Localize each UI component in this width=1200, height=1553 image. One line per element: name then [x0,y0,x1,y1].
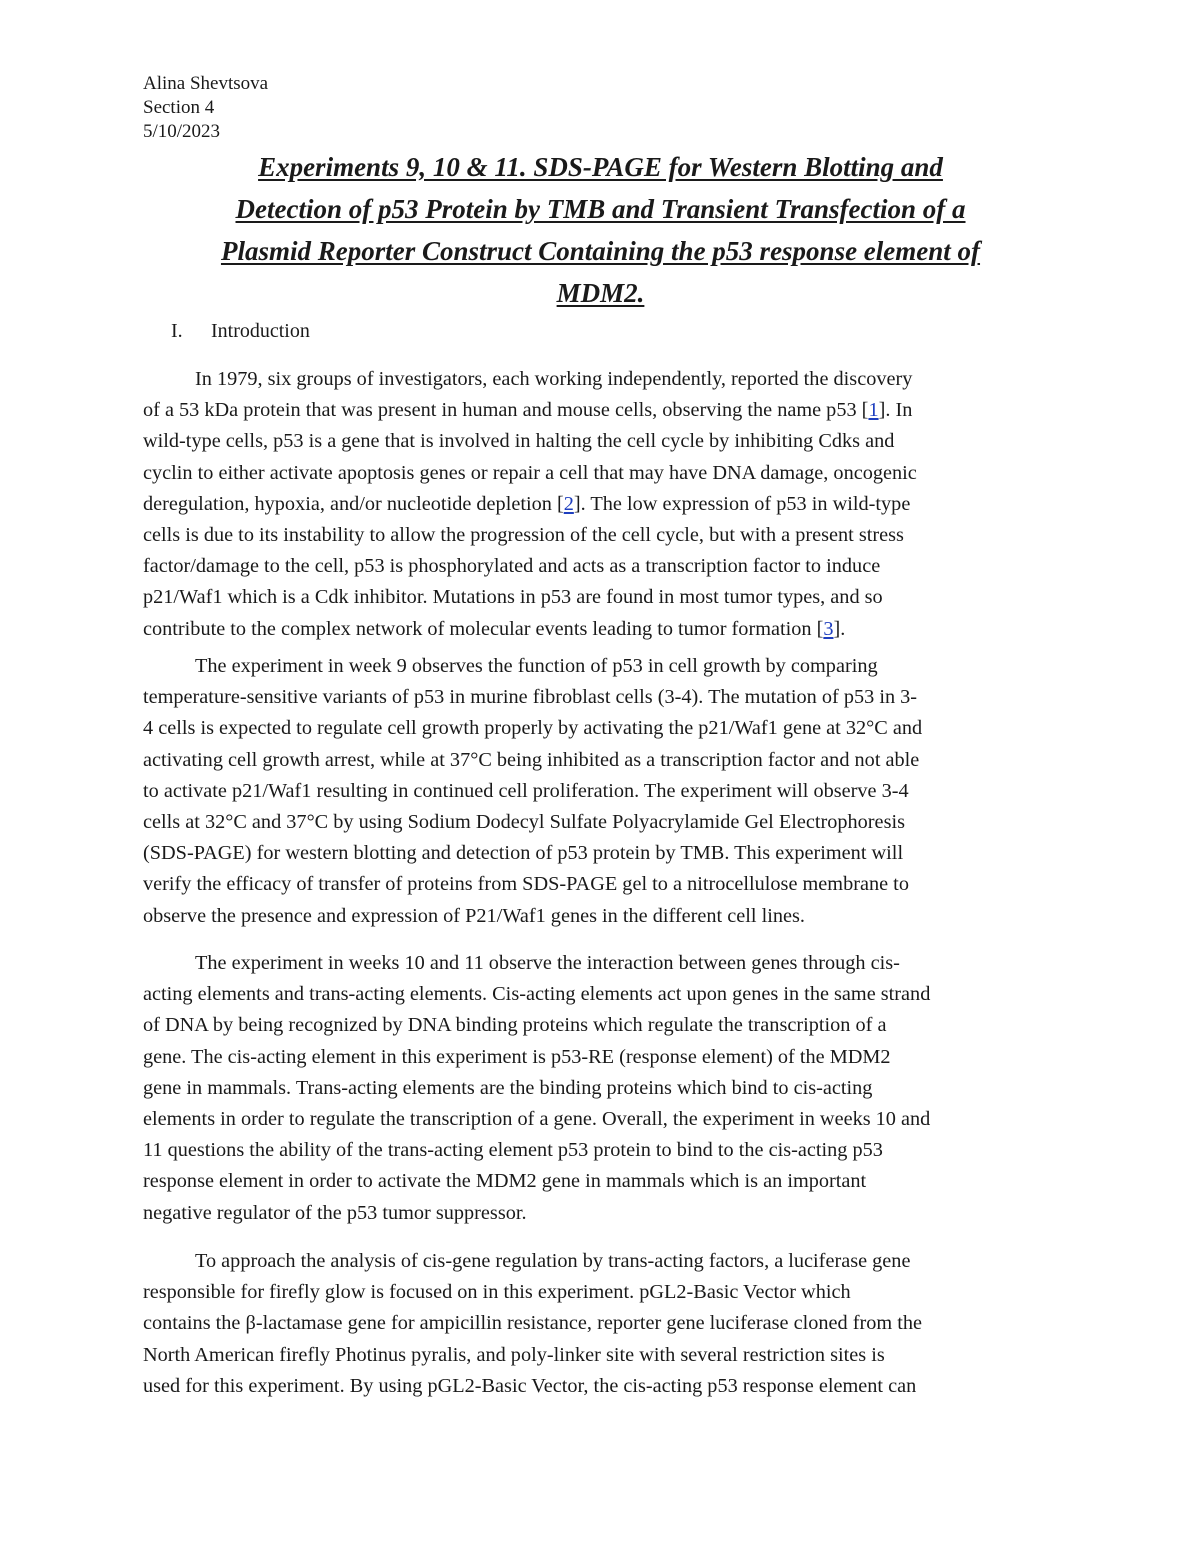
paragraph-line: (SDS-PAGE) for western blotting and detection of p53 protein by TMB. This experiment will [143,842,904,865]
title-line: Detection of p53 Protein by TMB and Transient Transfection of a [235,194,966,224]
section-heading-introduction [171,318,310,344]
paragraph-line: observe the presence and expression of P21/Waf1 genes in the different cell lines. [143,904,805,927]
paragraph-line: gene. The cis-acting element in this experiment is p53-RE (response element) of the MDM2 [143,1045,891,1068]
paragraph-line-text: of a 53 kDa protein that was present in human and mouse cells, observing the name p53 [ [143,399,869,422]
title-line: Plasmid Reporter Construct Containing the p53 response element of [220,236,981,266]
paragraph-line-text: deregulation, hypoxia, and/or nucleotide depletion [ [143,492,564,515]
paragraph-line: verify the efficacy of transfer of proteins from SDS-PAGE gel to a nitrocellulose membrane to [143,873,909,896]
paragraph-line: activating cell growth arrest, while at 37°C being inhibited as a transcription factor and not able [143,748,920,771]
paragraph-line: used for this experiment. By using pGL2-Basic Vector, the cis-acting p53 response element can [143,1374,917,1397]
title-line: Experiments 9, 10 & 11. SDS-PAGE for Western Blotting and [258,152,943,182]
paragraph-line: 4 cells is expected to regulate cell growth properly by activating the p21/Waf1 gene at 32°C and [143,717,923,740]
paragraph-line: gene in mammals. Trans-acting elements are the binding proteins which bind to cis-acting [143,1076,873,1099]
paragraph-line: elements in order to regulate the transcription of a gene. Overall, the experiment in weeks 10 and [143,1108,931,1131]
paragraph-line: cyclin to either activate apoptosis genes or repair a cell that may have DNA damage, oncogenic [143,461,917,484]
citation-link-1[interactable]: 1 [868,399,879,422]
paragraph-line: The experiment in weeks 10 and 11 observe the interaction between genes through cis- [195,952,900,974]
paragraph-line: responsible for firefly glow is focused on in this experiment. pGL2-Basic Vector which [143,1281,851,1304]
paragraph-luciferase-approach [143,1246,1068,1402]
paragraph-line: negative regulator of the p53 tumor suppressor. [143,1201,527,1224]
paragraph-line: temperature-sensitive variants of p53 in murine fibroblast cells (3-4). The mutation of p53 in 3- [143,686,918,709]
paragraph-line-text: ]. In [878,399,913,422]
paragraph-line-text: contribute to the complex network of molecular events leading to tumor formation [ [143,617,824,640]
paragraph-line [143,395,1068,426]
paragraph-line: To approach the analysis of cis-gene regulation by trans-acting factors, a luciferase gene [195,1250,911,1272]
paragraph-weeks-10-11-experiment [143,948,1068,1229]
paragraph-history-of-p53 [143,364,1068,645]
paragraph-line-text: ]. The low expression of p53 in wild-type [573,492,911,515]
paragraph-line: to activate p21/Waf1 resulting in continued cell proliferation. The experiment will observe 3-4 [143,779,909,802]
author-name: Alina Shevtsova [143,73,269,94]
citation-link-3[interactable]: 3 [823,617,834,640]
citation-link-2[interactable]: 2 [563,492,574,515]
paragraph-line: The experiment in week 9 observes the function of p53 in cell growth by comparing [195,655,878,677]
paragraph-line: response element in order to activate the MDM2 gene in mammals which is an important [143,1170,867,1193]
document-header [143,72,268,144]
paragraph-week-9-experiment [143,651,1068,932]
paragraph-line: cells at 32°C and 37°C by using Sodium Dodecyl Sulfate Polyacrylamide Gel Electrophoresis [143,811,905,834]
section-label: Section 4 [143,97,215,118]
paragraph-line: wild-type cells, p53 is a gene that is involved in halting the cell cycle by inhibiting Cdks and [143,430,895,453]
paragraph-line [143,614,1068,645]
paragraph-line [143,489,1068,520]
paragraph-line: p21/Waf1 which is a Cdk inhibitor. Mutations in p53 are found in most tumor types, and so [143,586,883,609]
paragraph-line: In 1979, six groups of investigators, each working independently, reported the discovery [195,368,913,390]
title-line: MDM2. [556,278,645,308]
date-label: 5/10/2023 [143,121,221,142]
paragraph-line: cells is due to its instability to allow the progression of the cell cycle, but with a present stress [143,524,904,547]
section-number: I. [171,320,183,342]
paragraph-line: 11 questions the ability of the trans-acting element p53 protein to bind to the cis-acting p53 [143,1139,883,1162]
paragraph-line: contains the β-lactamase gene for ampicillin resistance, reporter gene luciferase cloned from the [143,1312,922,1335]
section-heading-label: Introduction [211,320,310,342]
paragraph-line: of DNA by being recognized by DNA binding proteins which regulate the transcription of a [143,1014,887,1037]
document-title [143,146,1058,314]
paragraph-line: factor/damage to the cell, p53 is phosphorylated and acts as a transcription factor to induce [143,555,881,578]
paragraph-line: North American firefly Photinus pyralis, and poly-linker site with several restriction sites is [143,1343,885,1366]
paragraph-line: acting elements and trans-acting elements. Cis-acting elements act upon genes in the same strand [143,983,931,1006]
paragraph-line-text: ]. [833,617,846,640]
